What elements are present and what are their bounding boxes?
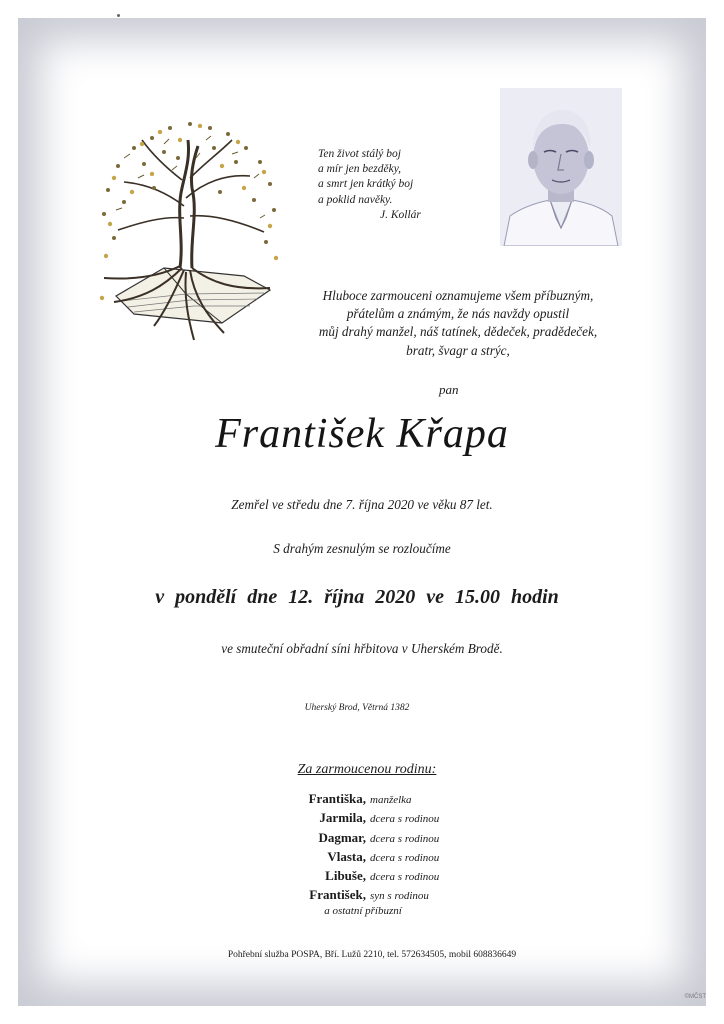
member-name: Vlasta, [327,848,366,864]
family-member [200,849,520,868]
poem-line: a mír jen bezděky, [318,163,402,176]
member-name: František, [309,887,366,903]
death-date-text: Zemřel ve středu dne 7. října 2020 ve věku 87 let. [231,497,493,512]
funeral-place: ve smuteční obřadní síni hřbitova v Uherském Brodě. [221,641,503,656]
member-relation: manželka [370,794,412,806]
announcement-line: Hluboce zarmouceni oznamujeme všem příbuzným, [322,288,594,303]
poem-line: Ten život stálý boj [318,148,401,160]
announcement-text [278,287,638,360]
announcement-line: bratr, švagr a strýc, [406,342,510,358]
member-relation: dcera s rodinou [370,871,440,884]
deceased-name: František Křapa [215,411,509,457]
member-relation: dcera s rodinou [370,813,440,826]
member-name: Jarmila, [319,810,366,826]
title-pan: pan [439,382,459,397]
family-list [200,791,520,907]
scan-dot [117,14,120,17]
other-relatives: a ostatní příbuzní [324,905,402,917]
tree-on-book-icon [94,118,280,343]
portrait-photo [500,88,622,246]
funeral-time: v pondělí dne 12. října 2020 ve 15.00 hodin [155,586,559,608]
member-name: Františka, [308,791,366,806]
announcement-line: přátelům a známým, že nás navždy opustil [346,306,570,322]
family-member [200,830,520,849]
family-member [200,791,520,810]
member-relation: dcera s rodinou [370,832,440,845]
family-member [200,887,520,906]
copyright-mark: ©MČST [684,994,706,1000]
poem [318,147,468,223]
member-relation: syn s rodinou [370,890,429,903]
poem-line: a poklid navěky. [318,193,393,206]
poem-author: J. Kollár [380,208,421,221]
announcement-line: můj drahý manžel, náš tatínek, dědeček, pradědeček, [318,324,598,340]
farewell-text: S drahým zesnulým se rozloučíme [273,541,451,556]
family-heading: Za zarmoucenou rodinu: [297,762,437,777]
address: Uherský Brod, Větrná 1382 [304,703,410,713]
funeral-service-footer: Pohřební služba POSPA, Bří. Lužů 2210, tel. 572634505, mobil 608836649 [227,950,517,960]
member-relation: dcera s rodinou [370,851,440,864]
member-name: Libuše, [325,868,366,884]
poem-line: a smrt jen krátký boj [318,178,414,191]
member-name: Dagmar, [318,829,366,845]
family-member [200,810,520,829]
family-member [200,868,520,887]
